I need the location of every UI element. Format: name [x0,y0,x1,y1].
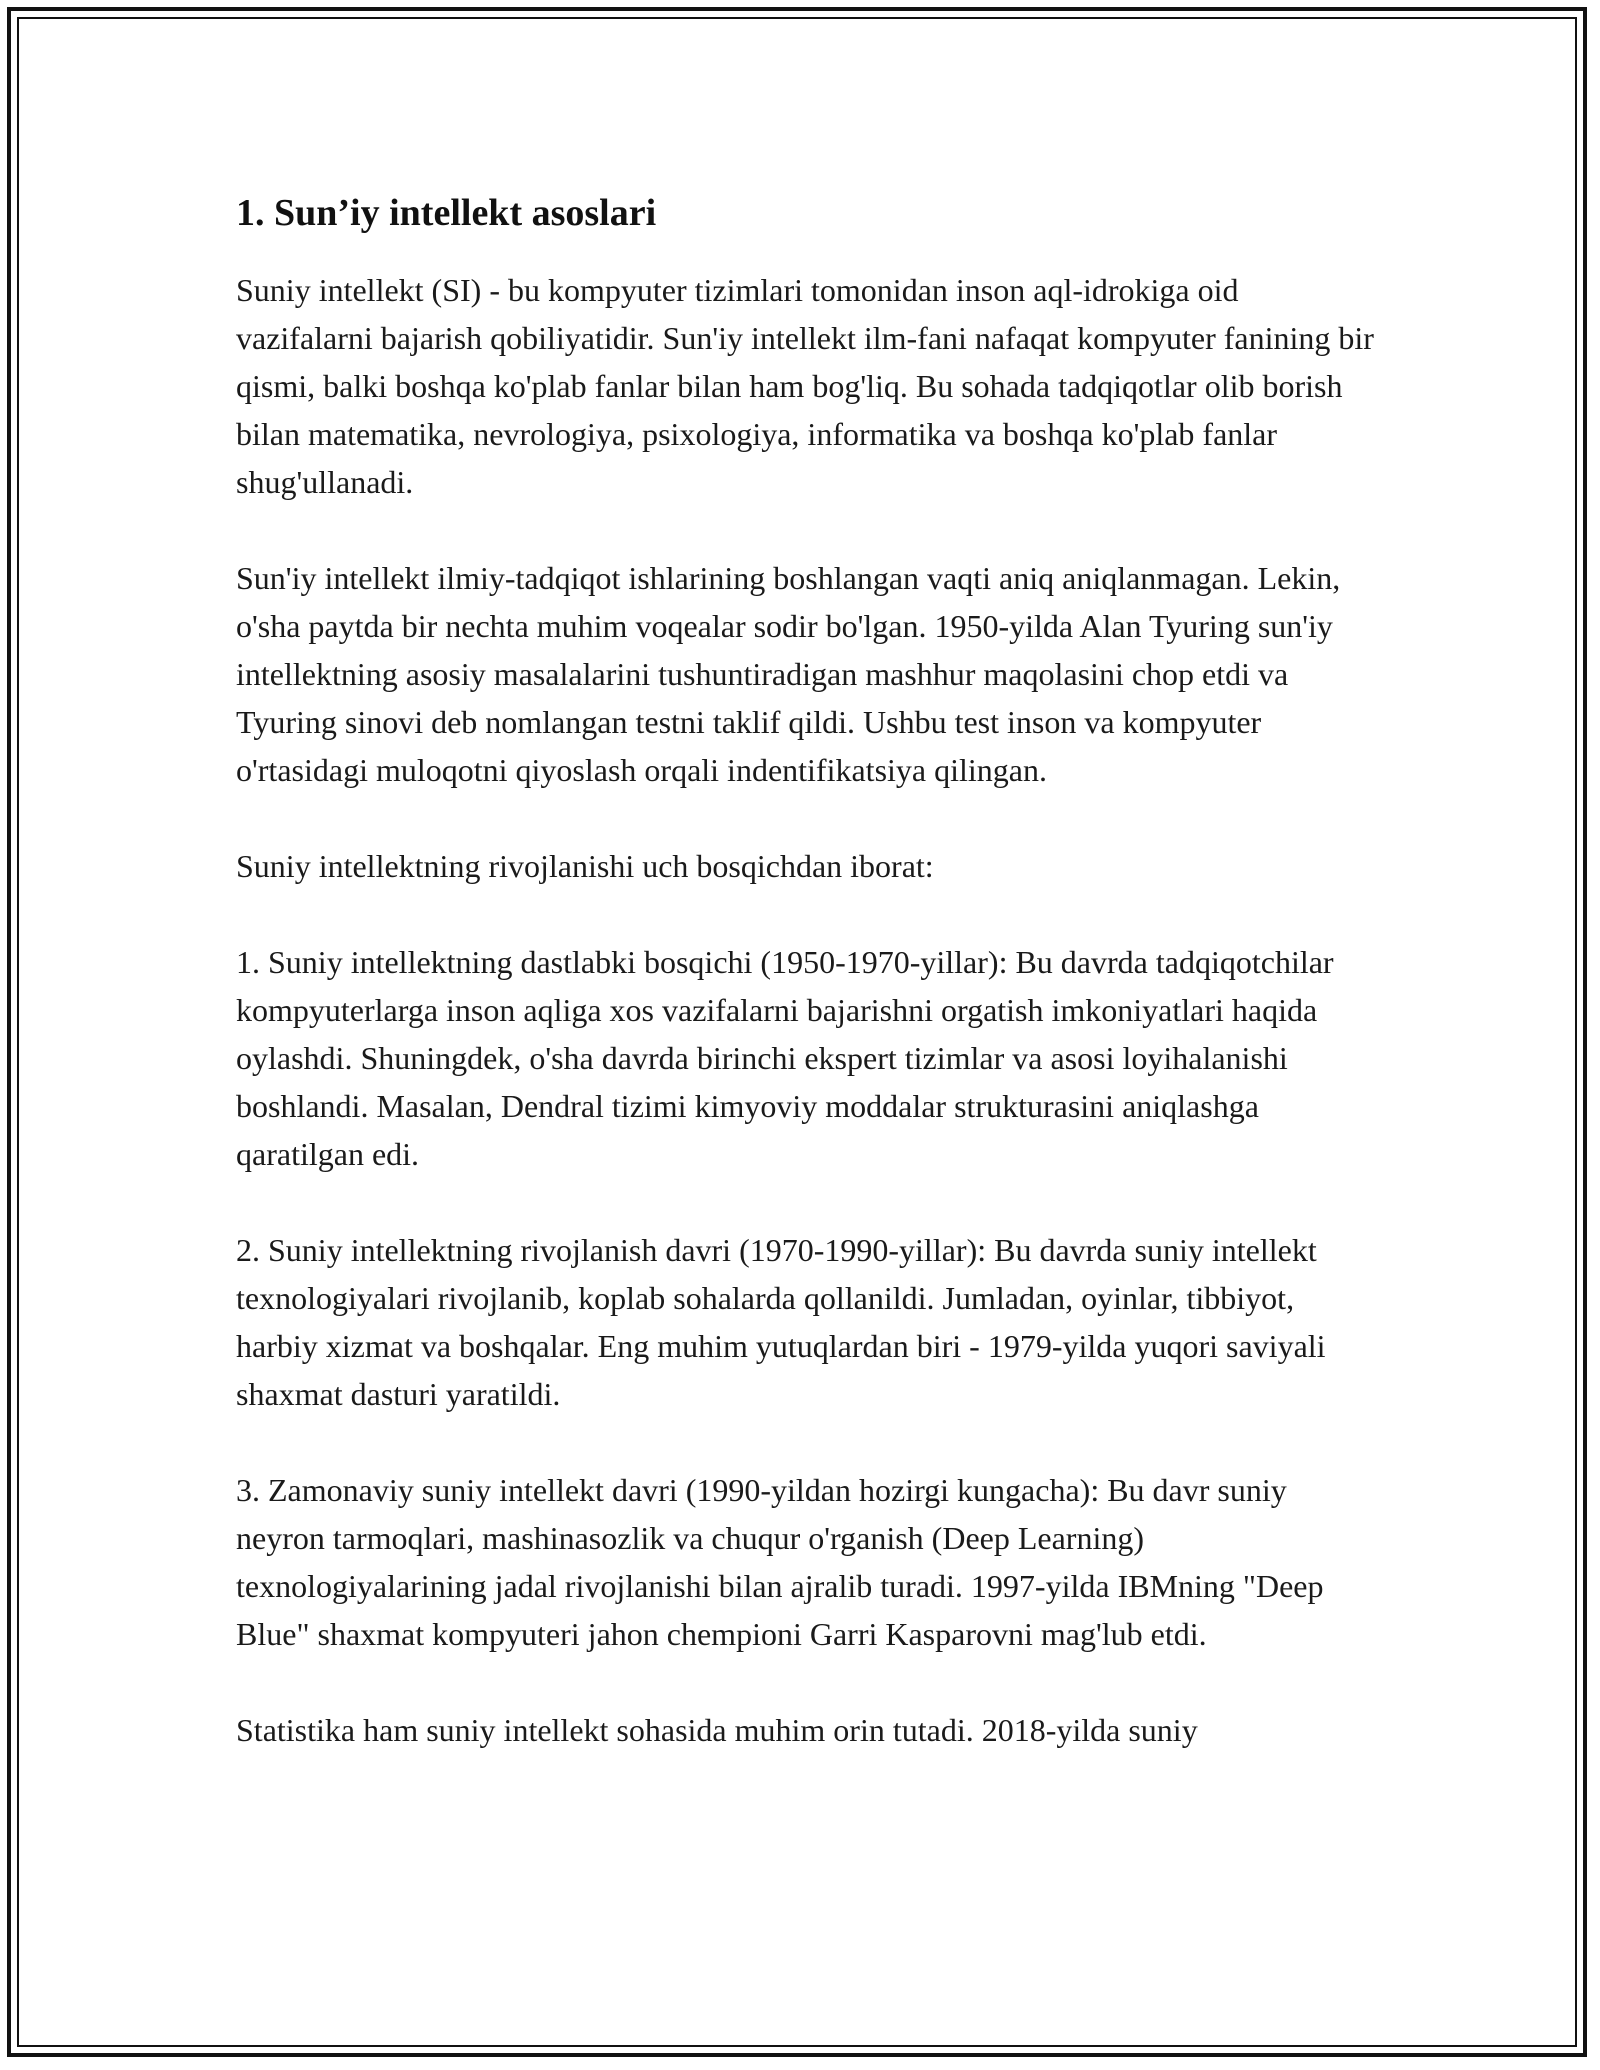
document-title: 1. Sun’iy intellekt asoslari [236,192,657,234]
document-body [236,182,1376,1754]
paragraph-stage-2: 2. Suniy intellektning rivojlanish davri (1970-1990-yillar): Bu davrda suniy intellekt texnologiyalari rivojlanib, koplab sohalarda qollanildi. Jumladan, oyinlar, tibbiyot, harbiy xizmat va boshqalar. Eng muhim yutuqlardan biri - 1979-yilda yuqori saviyali shaxmat dasturi yaratildi. [236,1232,1326,1412]
paragraph-stages-intro: Suniy intellektning rivojlanishi uch bosqichdan iborat: [236,848,934,884]
paragraph-stage-3: 3. Zamonaviy suniy intellekt davri (1990-yildan hozirgi kungacha): Bu davr suniy neyron tarmoqlari, mashinasozlik va chuqur o'rganish (Deep Learning) texnologiyalarining jadal rivojlanishi bilan ajralib turadi. 1997-yilda IBMning "Deep Blue" shaxmat kompyuteri jahon chempioni Garri Kasparovni mag'lub etdi. [236,1472,1324,1652]
paragraph-stage-1: 1. Suniy intellektning dastlabki bosqichi (1950-1970-yillar): Bu davrda tadqiqotchilar kompyuterlarga inson aqliga xos vazifalarni bajarishni orgatish imkoniyatlari haqida oylashdi. Shuningdek, o'sha davrda birinchi ekspert tizimlar va asosi loyihalanishi boshlandi. Masalan, Dendral tizimi kimyoviy moddalar strukturasini aniqlashga qaratilgan edi. [236,944,1334,1172]
paragraph-statistics: Statistika ham suniy intellekt sohasida muhim orin tutadi. 2018-yilda suniy [236,1712,1198,1748]
paragraph-intro: Suniy intellekt (SI) - bu kompyuter tizimlari tomonidan inson aql-idrokiga oid vazifalarni bajarish qobiliyatidir. Sun'iy intellekt ilm-fani nafaqat kompyuter fanining bir qismi, balki boshqa ko'plab fanlar bilan ham bog'liq. Bu sohada tadqiqotlar olib borish bilan matematika, nevrologiya, psixologiya, informatika va boshqa ko'plab fanlar shug'ullanadi. [236,272,1374,500]
paragraph-history: Sun'iy intellekt ilmiy-tadqiqot ishlarining boshlangan vaqti aniq aniqlanmagan. Lekin, o'sha paytda bir nechta muhim voqealar sodir bo'lgan. 1950-yilda Alan Tyuring sun'iy intellektning asosiy masalalarini tushuntiradigan mashhur maqolasini chop etdi va Tyuring sinovi deb nomlangan testni taklif qildi. Ushbu test inson va kompyuter o'rtasidagi muloqotni qiyoslash orqali indentifikatsiya qilingan. [236,560,1341,788]
